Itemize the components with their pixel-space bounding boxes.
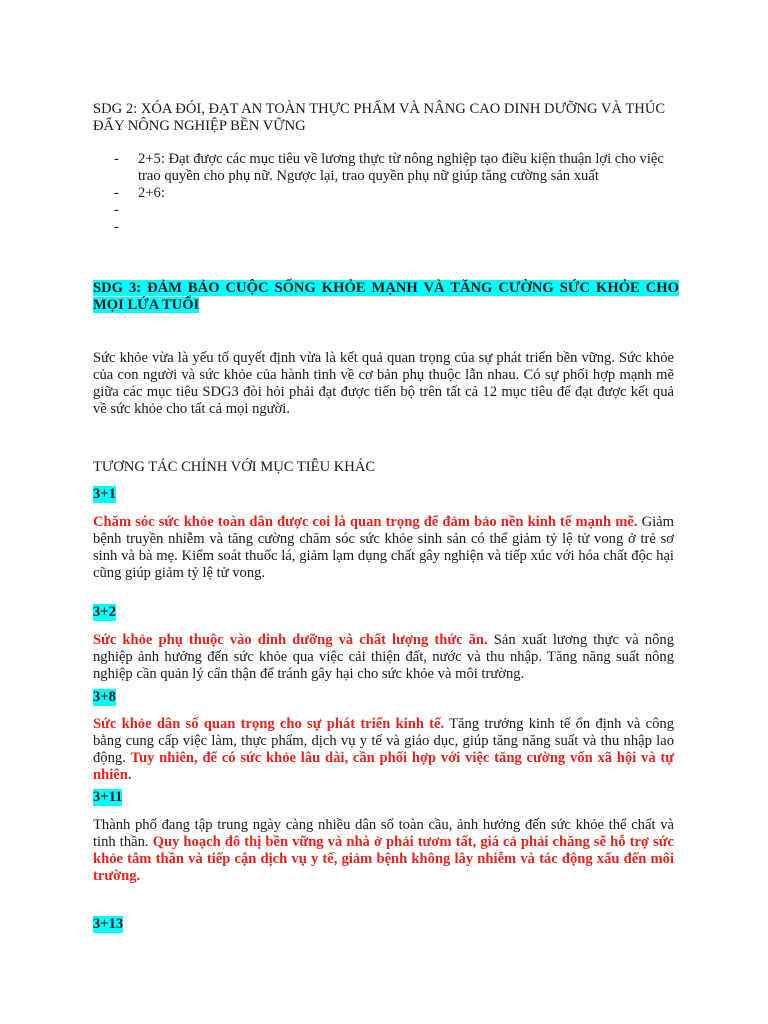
section-emphasis: Chăm sóc sức khỏe toàn dân được coi là quan trọng để đảm bảo nền kinh tế mạnh mẽ. [93, 514, 638, 530]
section-emphasis: Sức khỏe phụ thuộc vào dinh dưỡng và chất lượng thức ăn. [93, 632, 488, 648]
section-body [93, 817, 674, 885]
section-label: 3+13 [93, 916, 124, 932]
list-dash: - [114, 219, 119, 235]
list-dash: - [114, 185, 119, 201]
section-label: 3+11 [93, 789, 123, 805]
sdg3-heading [93, 280, 679, 314]
section-emphasis: Tuy nhiên, để có sức khỏe lâu dài, cần phối hợp với việc tăng cường vốn xã hội và tự nhiên. [93, 750, 674, 783]
section-text: Thành phố đang tập trung ngày càng nhiều dân số toàn cầu, ảnh hưởng đến sức khỏe thể chất và tinh thần. [93, 817, 674, 850]
section-emphasis: Quy hoạch đô thị bền vững và nhà ở phải tươm tất, giá cả phải chăng sẽ hỗ trợ sức khỏe tâm thần và tiếp cận dịch vụ y tế, giảm bệnh không lây nhiễm và tác động xấu đến môi trường. [93, 834, 674, 884]
section-emphasis: Sức khỏe dân số quan trọng cho sự phát triển kinh tế. [93, 716, 445, 732]
section-body [93, 514, 674, 582]
section-body [93, 716, 674, 784]
list-item [114, 202, 674, 219]
list-item-text: 2+6: [138, 185, 165, 201]
section-text: Sản xuất lương thực và nông nghiệp ảnh hưởng đến sức khỏe qua việc cải thiện đất, nước và thu nhập. Tăng năng suất nông nghiệp cần quản lý cẩn thận để tránh gây hại cho sức khỏe và môi trường. [93, 632, 674, 682]
section-label: 3+2 [93, 604, 116, 620]
list-item [114, 219, 674, 236]
section-body [93, 632, 674, 683]
list-dash: - [114, 202, 119, 218]
sdg3-heading-text: SDG 3: ĐẢM BẢO CUỘC SỐNG KHỎE MẠNH VÀ TĂNG CƯỜNG SỨC KHỎE CHO MỌI LỨA TUỔI [93, 280, 679, 313]
list-item [114, 185, 674, 202]
sdg2-list [114, 151, 674, 236]
section-text: Giảm bệnh truyền nhiễm và tăng cường chăm sóc sức khỏe sinh sản có thể giảm tỷ lệ tử vong ở trẻ sơ sinh và bà mẹ. Kiểm soát thuốc lá, giảm lạm dụng chất gây nghiện và tiếp xúc với hóa chất độc hại cũng giúp giảm tỷ lệ tử vong. [93, 514, 674, 581]
section-label: 3+1 [93, 486, 116, 502]
list-dash: - [114, 151, 119, 167]
section-label: 3+8 [93, 689, 116, 705]
section-text: Tăng trưởng kinh tế ổn định và công bằng cung cấp việc làm, thực phẩm, dịch vụ y tế và giáo dục, giúp tăng năng suất và thu nhập lao động. [93, 716, 674, 766]
list-item-text: 2+5: Đạt được các mục tiêu về lương thực từ nông nghiệp tạo điều kiện thuận lợi cho việc trao quyền cho phụ nữ. Ngược lại, trao quyền phụ nữ giúp tăng cường sản xuất [138, 151, 664, 184]
sdg2-heading: SDG 2: XÓA ĐÓI, ĐẠT AN TOÀN THỰC PHẨM VÀ NÂNG CAO DINH DƯỠNG VÀ THÚC ĐẨY NÔNG NGHIỆP BỀN VỮNG [93, 101, 666, 134]
interactions-heading: TƯƠNG TÁC CHÍNH VỚI MỤC TIÊU KHÁC [93, 459, 376, 475]
sdg3-intro: Sức khỏe vừa là yếu tố quyết định vừa là kết quả quan trọng của sự phát triển bền vững. Sức khỏe của con người và sức khỏe của hành tinh về cơ bản phụ thuộc lẫn nhau. Có sự phối hợp mạnh mẽ giữa các mục tiêu SDG3 đòi hỏi phải đạt được tiến bộ trên tất cả 12 mục tiêu để đạt được kết quả về sức khỏe cho tất cả mọi người. [93, 350, 674, 417]
list-item [114, 151, 674, 185]
